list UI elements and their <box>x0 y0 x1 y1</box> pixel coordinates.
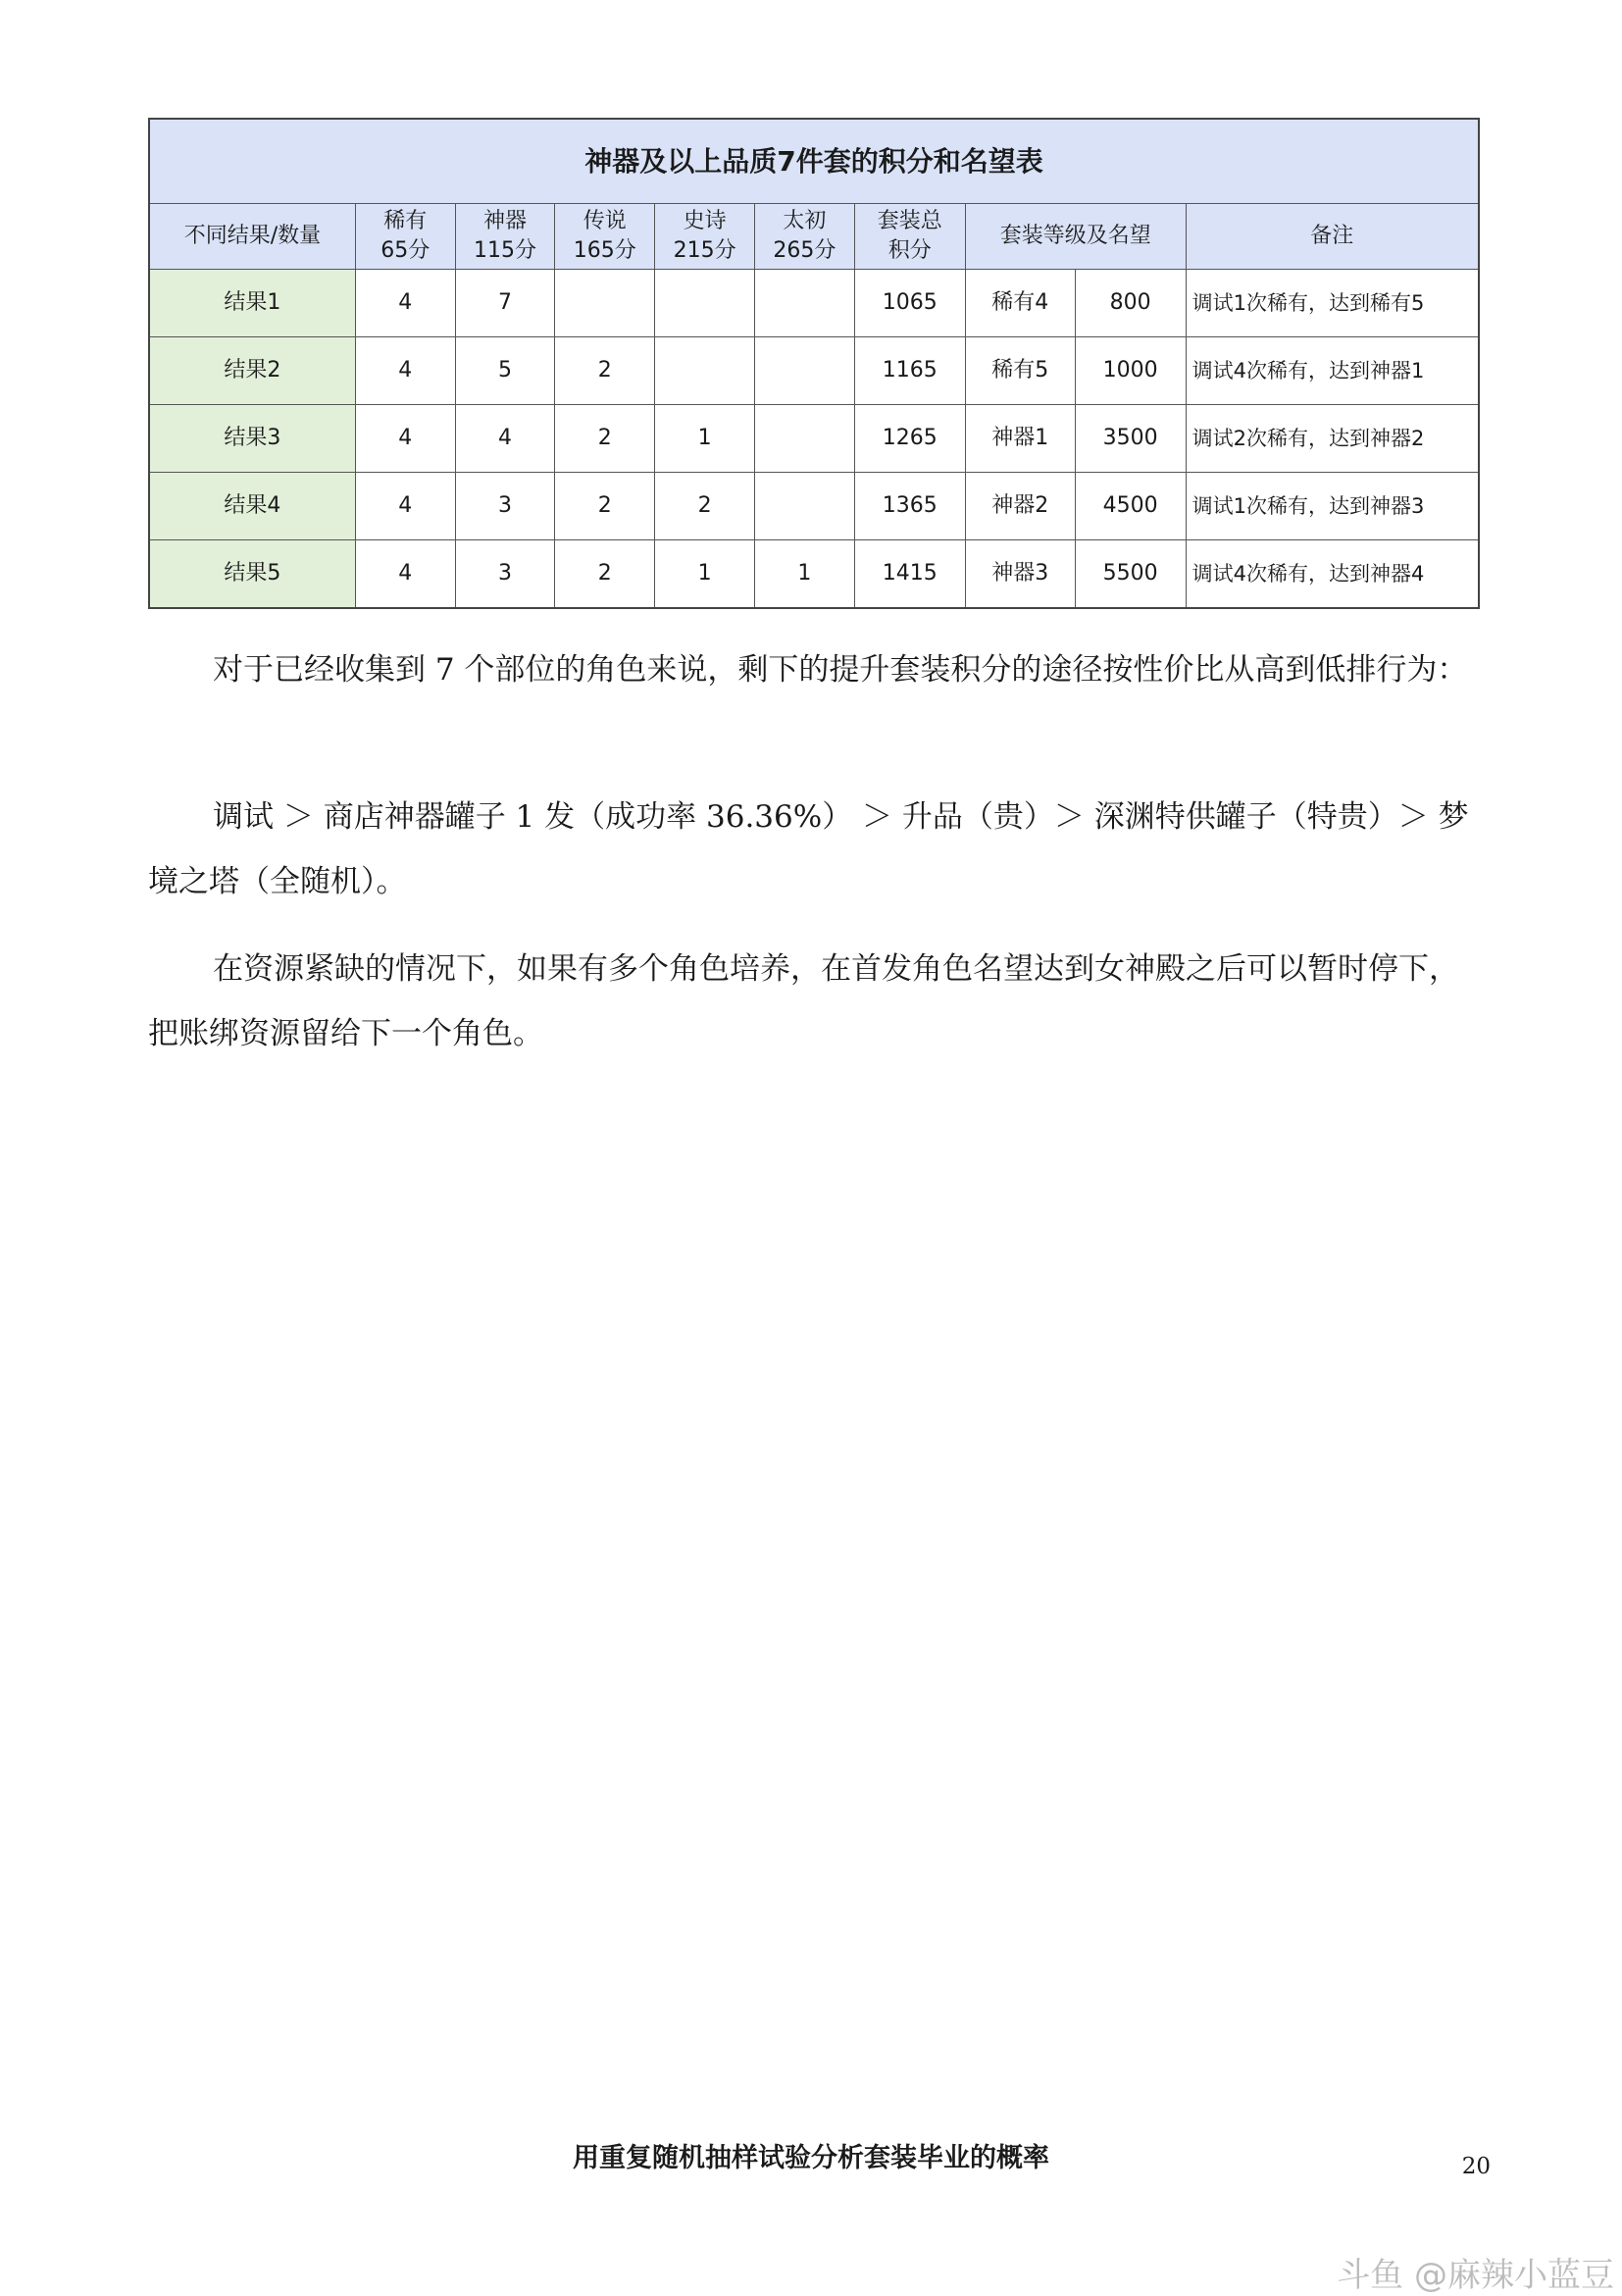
cell-rare: 4 <box>355 473 455 540</box>
row-label: 结果4 <box>149 473 355 540</box>
cell-fame: 4500 <box>1075 473 1186 540</box>
cell-level: 神器3 <box>965 540 1075 609</box>
cell-epic: 2 <box>655 473 755 540</box>
cell-primal <box>755 337 855 405</box>
footer-title: 用重复随机抽样试验分析套装毕业的概率 <box>573 2143 1049 2173</box>
header-rare: 稀有 65分 <box>355 204 455 270</box>
row-label: 结果3 <box>149 405 355 473</box>
cell-note: 调试2次稀有，达到神器2 <box>1186 405 1479 473</box>
paragraph-advice: 在资源紧缺的情况下，如果有多个角色培养，在首发角色名望达到女神殿之后可以暂时停下，把账绑资源留给下一个角色。 <box>148 951 1459 1051</box>
watermark: 斗鱼 @麻辣小蓝豆 <box>1337 2256 1614 2295</box>
cell-rare: 4 <box>355 337 455 405</box>
table-row <box>149 473 1479 540</box>
table-title: 神器及以上品质7件套的积分和名望表 <box>149 119 1479 204</box>
paragraph-ranking: 对于已经收集到 7 个部位的角色来说，剩下的提升套装积分的途径按性价比从高到低排行为： <box>213 652 1468 688</box>
cell-note: 调试4次稀有，达到神器4 <box>1186 540 1479 609</box>
cell-epic <box>655 270 755 337</box>
paragraph-methods: 调试 ＞ 商店神器罐子 1 发（成功率 36.36%） ＞ 升品（贵）＞ 深渊特供罐子（特贵）＞ 梦境之塔（全随机）。 <box>148 799 1469 899</box>
cell-artifact: 7 <box>455 270 555 337</box>
cell-primal <box>755 270 855 337</box>
cell-primal <box>755 405 855 473</box>
header-set-level: 套装等级及名望 <box>965 204 1186 270</box>
cell-fame: 800 <box>1075 270 1186 337</box>
header-legend: 传说 165分 <box>555 204 655 270</box>
cell-primal <box>755 473 855 540</box>
table-row <box>149 540 1479 609</box>
table-row <box>149 337 1479 405</box>
cell-note: 调试1次稀有，达到神器3 <box>1186 473 1479 540</box>
score-fame-table <box>148 118 1480 609</box>
cell-total: 1065 <box>854 270 965 337</box>
cell-epic <box>655 337 755 405</box>
cell-total: 1265 <box>854 405 965 473</box>
cell-legend <box>555 270 655 337</box>
header-epic: 史诗 215分 <box>655 204 755 270</box>
cell-level: 神器2 <box>965 473 1075 540</box>
cell-legend: 2 <box>555 337 655 405</box>
cell-level: 稀有4 <box>965 270 1075 337</box>
cell-total: 1365 <box>854 473 965 540</box>
row-label: 结果2 <box>149 337 355 405</box>
cell-note: 调试4次稀有，达到神器1 <box>1186 337 1479 405</box>
cell-artifact: 3 <box>455 540 555 609</box>
page-number: 20 <box>1461 2154 1491 2179</box>
cell-rare: 4 <box>355 405 455 473</box>
row-label: 结果5 <box>149 540 355 609</box>
cell-level: 神器1 <box>965 405 1075 473</box>
cell-primal: 1 <box>755 540 855 609</box>
cell-fame: 3500 <box>1075 405 1186 473</box>
cell-level: 稀有5 <box>965 337 1075 405</box>
cell-epic: 1 <box>655 405 755 473</box>
cell-note: 调试1次稀有，达到稀有5 <box>1186 270 1479 337</box>
table-header-row <box>149 204 1479 270</box>
header-total: 套装总 积分 <box>854 204 965 270</box>
header-primal: 太初 265分 <box>755 204 855 270</box>
cell-fame: 5500 <box>1075 540 1186 609</box>
header-note: 备注 <box>1186 204 1479 270</box>
cell-fame: 1000 <box>1075 337 1186 405</box>
cell-artifact: 3 <box>455 473 555 540</box>
cell-artifact: 5 <box>455 337 555 405</box>
cell-total: 1165 <box>854 337 965 405</box>
cell-epic: 1 <box>655 540 755 609</box>
table-row <box>149 405 1479 473</box>
table-row <box>149 270 1479 337</box>
cell-legend: 2 <box>555 405 655 473</box>
header-artifact: 神器 115分 <box>455 204 555 270</box>
cell-artifact: 4 <box>455 405 555 473</box>
cell-rare: 4 <box>355 270 455 337</box>
cell-legend: 2 <box>555 540 655 609</box>
row-label: 结果1 <box>149 270 355 337</box>
cell-rare: 4 <box>355 540 455 609</box>
cell-total: 1415 <box>854 540 965 609</box>
cell-legend: 2 <box>555 473 655 540</box>
header-result: 不同结果/数量 <box>149 204 355 270</box>
